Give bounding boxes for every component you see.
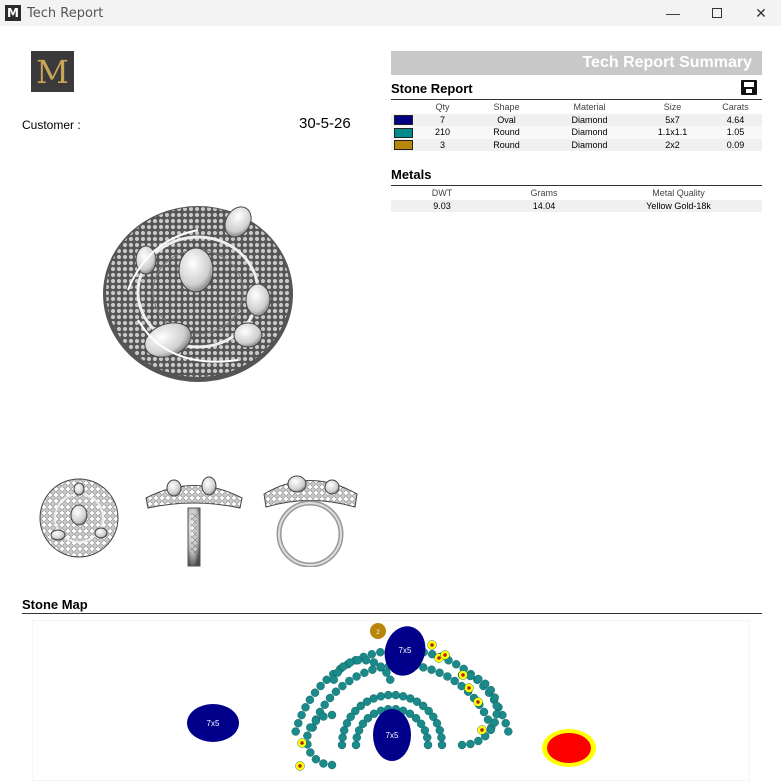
- maximize-button[interactable]: [694, 0, 740, 26]
- app-icon: M: [5, 5, 21, 21]
- table-header-row: [391, 101, 762, 114]
- marker-dot: [476, 700, 479, 703]
- round-stone: [487, 686, 495, 694]
- customer-label: Customer :: [22, 118, 81, 132]
- col-dwt: DWT: [431, 188, 453, 199]
- round-stone: [338, 741, 346, 749]
- cell-grams: 14.04: [532, 200, 556, 211]
- cell-qty: 3: [439, 139, 445, 150]
- round-stone: [339, 734, 347, 742]
- color-swatch: [394, 115, 413, 125]
- round-stone: [306, 696, 314, 704]
- round-stone: [353, 734, 361, 742]
- cell-material: Diamond: [571, 139, 608, 150]
- round-stone: [330, 676, 338, 684]
- stone-report-divider: [391, 99, 762, 100]
- round-stone: [302, 703, 310, 711]
- marker-dot: [461, 673, 464, 676]
- col-size: Size: [663, 102, 682, 113]
- round-stone: [437, 734, 445, 742]
- round-stone: [491, 718, 499, 726]
- ring-front-view: [262, 469, 359, 567]
- round-stone: [377, 692, 385, 700]
- stone-map: [32, 620, 750, 781]
- round-stone: [399, 692, 407, 700]
- round-stone: [298, 711, 306, 719]
- round-stone: [443, 673, 451, 681]
- round-stone: [328, 711, 336, 719]
- table-row: [391, 114, 762, 127]
- round-stone: [292, 728, 300, 736]
- col-qty: Qty: [435, 102, 450, 113]
- round-stone: [303, 732, 311, 740]
- marker-dot: [480, 728, 483, 731]
- selected-stone: [547, 733, 591, 763]
- cell-size: 1.1x1.1: [657, 127, 688, 138]
- close-icon: ✕: [755, 4, 767, 21]
- marker-dot: [300, 741, 303, 744]
- oval-label-top: 7x5: [398, 646, 412, 655]
- table-header-row: [391, 187, 762, 200]
- cell-shape: Round: [493, 139, 520, 150]
- round-stone: [423, 734, 431, 742]
- summary-banner: [391, 51, 762, 75]
- maximize-icon: [712, 8, 722, 18]
- col-grams: Grams: [530, 188, 558, 199]
- cell-dwt: 9.03: [433, 200, 451, 211]
- col-material: Material: [573, 102, 606, 113]
- round-stone: [317, 682, 325, 690]
- round-stone: [319, 713, 327, 721]
- round-stone: [382, 669, 390, 677]
- stone-report-title: Stone Report: [391, 81, 473, 96]
- round-stone: [334, 669, 342, 677]
- col-metal-quality: Metal Quality: [652, 188, 705, 199]
- round-stone: [370, 695, 378, 703]
- round-stone: [386, 676, 394, 684]
- title-bar: [0, 0, 781, 26]
- round-stone: [376, 648, 384, 656]
- round-stone: [466, 672, 474, 680]
- cell-shape: Oval: [497, 114, 516, 125]
- round-stone: [306, 749, 314, 757]
- round-stone: [338, 682, 346, 690]
- cell-shape: Round: [493, 127, 520, 138]
- round-stone: [433, 719, 441, 727]
- round-stone: [452, 660, 460, 668]
- round-stone: [504, 728, 512, 736]
- cell-material: Diamond: [571, 127, 608, 138]
- round-stone: [438, 741, 446, 749]
- cell-carats: 4.64: [726, 114, 745, 125]
- cell-qty: 210: [434, 127, 451, 138]
- cell-carats: 1.05: [726, 127, 745, 138]
- cell-qty: 7: [439, 114, 445, 125]
- round-stone: [346, 659, 354, 667]
- ring-top-view: [38, 477, 120, 559]
- stone-map-title: Stone Map: [22, 597, 88, 612]
- round-stone: [474, 737, 482, 745]
- round-stone: [370, 659, 378, 667]
- round-stone: [321, 701, 329, 709]
- round-stone: [392, 691, 400, 699]
- cell-size: 2x2: [665, 139, 680, 150]
- close-button[interactable]: [738, 0, 781, 26]
- round-stone: [312, 755, 320, 763]
- round-stone: [466, 740, 474, 748]
- round-stone: [493, 702, 501, 710]
- round-stone: [360, 669, 368, 677]
- round-stone: [339, 663, 347, 671]
- stone-report-table: [391, 101, 762, 151]
- save-icon[interactable]: [741, 80, 757, 95]
- round-stone: [424, 741, 432, 749]
- round-stone: [368, 666, 376, 674]
- marker-dot: [430, 643, 433, 646]
- minimize-button[interactable]: [650, 0, 696, 26]
- round-stone: [312, 717, 320, 725]
- stone-map-divider: [22, 613, 762, 614]
- round-stone: [384, 691, 392, 699]
- metals-title: Metals: [391, 167, 432, 182]
- round-stone: [474, 675, 482, 683]
- marker-dot: [443, 653, 446, 656]
- round-stone: [345, 677, 353, 685]
- metals-table: [391, 187, 762, 212]
- round-stone: [362, 656, 370, 664]
- marker-dot: [437, 656, 440, 659]
- round-stone: [502, 719, 510, 727]
- ring-side-view: [144, 468, 244, 568]
- color-swatch: [394, 128, 413, 138]
- round-stone: [436, 669, 444, 677]
- cell-material: Diamond: [571, 114, 608, 125]
- round-stone: [491, 694, 499, 702]
- round-stone: [353, 673, 361, 681]
- round-stone: [377, 663, 385, 671]
- round-stone: [368, 650, 376, 658]
- col-carats: Carats: [722, 102, 749, 113]
- round-stone: [480, 708, 488, 716]
- color-swatch: [394, 140, 413, 150]
- report-date: 30-5-26: [299, 115, 351, 132]
- metals-divider: [391, 185, 762, 186]
- marker-dot: [298, 764, 301, 767]
- ring-main-render: [98, 200, 303, 390]
- round-stone: [436, 726, 444, 734]
- round-stone: [326, 694, 334, 702]
- cell-carats: 0.09: [726, 139, 745, 150]
- gold-stone-label: 2: [376, 630, 380, 636]
- round-stone: [311, 689, 319, 697]
- cell-size: 5x7: [665, 114, 680, 125]
- round-stone: [354, 656, 362, 664]
- round-stone: [332, 688, 340, 696]
- col-shape: Shape: [493, 102, 520, 113]
- round-stone: [294, 719, 302, 727]
- round-stone: [328, 761, 336, 769]
- round-stone: [458, 741, 466, 749]
- table-row: [391, 200, 762, 213]
- round-stone: [451, 677, 459, 685]
- round-stone: [421, 726, 429, 734]
- marker-dot: [467, 686, 470, 689]
- round-stone: [493, 710, 501, 718]
- round-stone: [319, 760, 327, 768]
- oval-label-left: 7x5: [206, 719, 220, 728]
- summary-title: Tech Report Summary: [582, 54, 752, 71]
- window-title: Tech Report: [27, 5, 104, 21]
- cell-quality: Yellow Gold-18k: [646, 200, 711, 211]
- round-stone: [352, 741, 360, 749]
- round-stone: [306, 724, 314, 732]
- minimize-icon: —: [666, 5, 680, 21]
- table-row: [391, 139, 762, 152]
- company-logo: M: [31, 51, 74, 92]
- round-stone: [428, 666, 436, 674]
- oval-label-center: 7x5: [385, 731, 399, 740]
- table-row: [391, 126, 762, 139]
- round-stone: [323, 676, 331, 684]
- round-stone: [487, 726, 495, 734]
- round-stone: [481, 680, 489, 688]
